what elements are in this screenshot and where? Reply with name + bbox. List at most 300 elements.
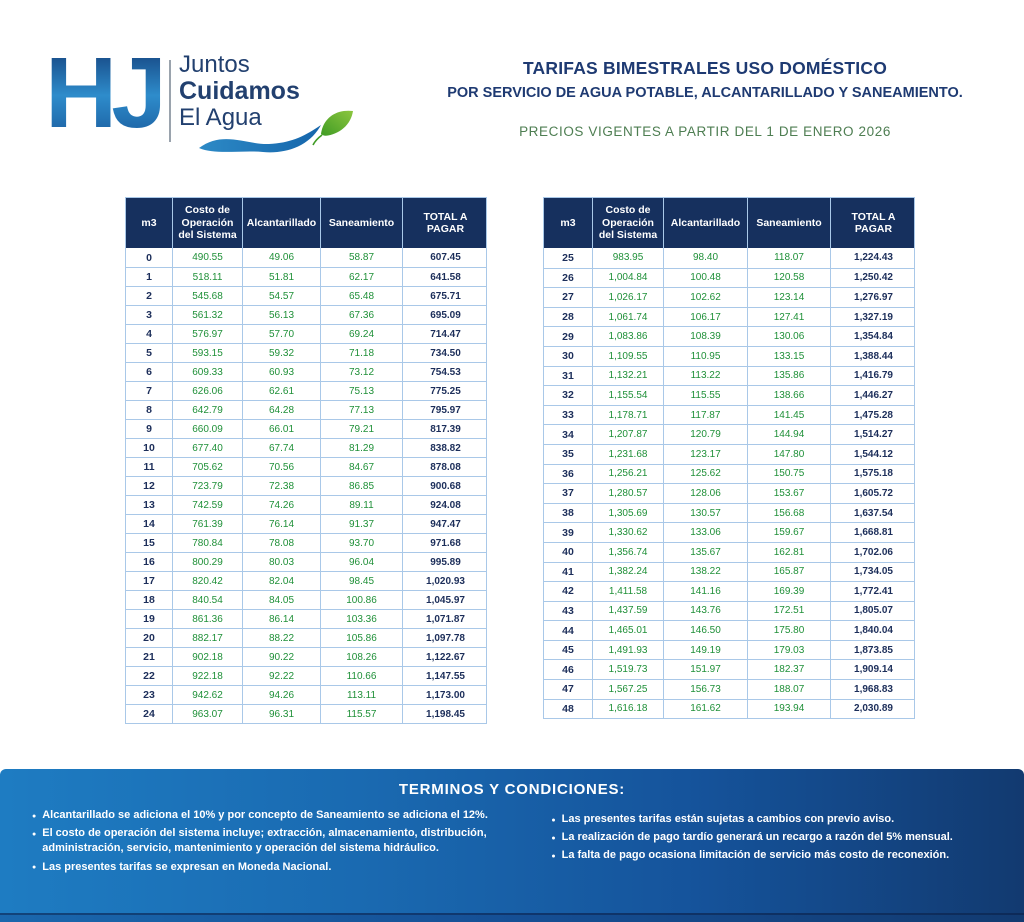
- total-cell: 734.50: [430, 347, 461, 359]
- value-cell: 141.45: [748, 406, 831, 425]
- value-cell: 161.62: [664, 700, 748, 719]
- value-cell: 1,207.87: [593, 425, 664, 444]
- value-cell: 761.39: [173, 515, 243, 533]
- m3-cell: 17: [126, 572, 173, 590]
- m3-cell: 27: [544, 288, 593, 307]
- value-cell: 62.17: [321, 268, 403, 286]
- value-cell: 59.32: [243, 344, 321, 362]
- m3-cell: 5: [126, 344, 173, 362]
- value-cell: 88.22: [243, 629, 321, 647]
- col-header-m3: m3: [544, 198, 593, 248]
- table-row: [544, 503, 914, 523]
- total-cell: 641.58: [430, 271, 461, 283]
- table-row: [126, 590, 486, 609]
- total-cell: 1,071.87: [426, 613, 465, 625]
- value-cell: 1,132.21: [593, 367, 664, 386]
- value-cell: 942.62: [173, 686, 243, 704]
- value-cell: 79.21: [321, 420, 403, 438]
- bullet-text: Alcantarillado se adiciona el 10% y por concepto de Saneamiento se adiciona el 12%.: [42, 809, 488, 821]
- value-cell: 71.18: [321, 344, 403, 362]
- value-cell: 65.48: [321, 287, 403, 305]
- value-cell: 626.06: [173, 382, 243, 400]
- table-row: [126, 666, 486, 685]
- value-cell: 117.87: [664, 406, 748, 425]
- total-cell: 714.47: [430, 328, 461, 340]
- value-cell: 162.81: [748, 543, 831, 562]
- terms-bullet: [551, 830, 1002, 845]
- table-row: [126, 286, 486, 305]
- value-cell: 120.58: [748, 269, 831, 288]
- value-cell: 1,231.68: [593, 445, 664, 464]
- value-cell: 165.87: [748, 563, 831, 582]
- total-cell: 1,446.27: [854, 389, 893, 401]
- total-cell: 995.89: [430, 556, 461, 568]
- value-cell: 1,305.69: [593, 504, 664, 523]
- value-cell: 159.67: [748, 523, 831, 542]
- total-cell: 1,734.05: [854, 566, 893, 578]
- m3-cell: 30: [544, 347, 593, 366]
- logo-tagline-line2: Cuidamos: [179, 76, 300, 105]
- total-cell: 924.08: [430, 499, 461, 511]
- total-cell: 1,147.55: [426, 670, 465, 682]
- table-row: [126, 704, 486, 723]
- value-cell: 705.62: [173, 458, 243, 476]
- table-row: [126, 495, 486, 514]
- m3-cell: 48: [544, 700, 593, 719]
- logo-divider: [169, 60, 171, 142]
- table-row: [544, 483, 914, 503]
- total-cell: 1,250.42: [854, 272, 893, 284]
- value-cell: 94.26: [243, 686, 321, 704]
- table-row: [544, 522, 914, 542]
- tariff-table-0-24: [125, 197, 487, 724]
- value-cell: 84.05: [243, 591, 321, 609]
- m3-cell: 16: [126, 553, 173, 571]
- total-cell: 1,805.07: [854, 605, 893, 617]
- page-title: TARIFAS BIMESTRALES USO DOMÉSTICO: [522, 58, 888, 78]
- total-cell: 1,416.79: [854, 370, 893, 382]
- total-cell: 878.08: [430, 461, 461, 473]
- col-header-alcantarillado: Alcantarillado: [664, 198, 748, 248]
- total-cell: 775.25: [430, 385, 461, 397]
- m3-cell: 42: [544, 582, 593, 601]
- value-cell: 123.17: [664, 445, 748, 464]
- value-cell: 135.86: [748, 367, 831, 386]
- m3-cell: 19: [126, 610, 173, 628]
- total-cell: 1,198.45: [426, 708, 465, 720]
- terms-bullet: [551, 848, 1002, 863]
- value-cell: 115.55: [664, 386, 748, 405]
- table-row: [126, 457, 486, 476]
- value-cell: 64.28: [243, 401, 321, 419]
- value-cell: 141.16: [664, 582, 748, 601]
- value-cell: 593.15: [173, 344, 243, 362]
- table-row: [544, 326, 914, 346]
- value-cell: 882.17: [173, 629, 243, 647]
- total-cell: 675.71: [430, 290, 461, 302]
- m3-cell: 4: [126, 325, 173, 343]
- m3-cell: 24: [126, 705, 173, 723]
- table-row: [126, 248, 486, 267]
- value-cell: 146.50: [664, 621, 748, 640]
- col-header-total: TOTAL A PAGAR: [423, 210, 468, 235]
- table-row: [544, 601, 914, 621]
- m3-cell: 34: [544, 425, 593, 444]
- value-cell: 182.37: [748, 660, 831, 679]
- value-cell: 147.80: [748, 445, 831, 464]
- m3-cell: 7: [126, 382, 173, 400]
- m3-cell: 38: [544, 504, 593, 523]
- value-cell: 133.06: [664, 523, 748, 542]
- table-row: [126, 571, 486, 590]
- water-wave-leaf-icon: [195, 108, 380, 160]
- table-row: [126, 438, 486, 457]
- logo-monogram: HJ: [45, 37, 161, 149]
- value-cell: 820.42: [173, 572, 243, 590]
- value-cell: 1,411.58: [593, 582, 664, 601]
- table-row: [544, 581, 914, 601]
- value-cell: 723.79: [173, 477, 243, 495]
- value-cell: 113.22: [664, 367, 748, 386]
- total-cell: 695.09: [430, 309, 461, 321]
- m3-cell: 20: [126, 629, 173, 647]
- table-row: [544, 424, 914, 444]
- total-cell: 1,097.78: [426, 632, 465, 644]
- value-cell: 1,178.71: [593, 406, 664, 425]
- total-cell: 1,276.97: [854, 291, 893, 303]
- m3-cell: 43: [544, 602, 593, 621]
- logo-tagline-line1: Juntos: [179, 51, 250, 78]
- table-row: [544, 620, 914, 640]
- table-row: [544, 385, 914, 405]
- value-cell: 70.56: [243, 458, 321, 476]
- bullet-text: Las presentes tarifas se expresan en Moneda Nacional.: [42, 860, 332, 873]
- value-cell: 742.59: [173, 496, 243, 514]
- m3-cell: 45: [544, 641, 593, 660]
- logo-tagline-line3: El Agua: [179, 103, 262, 131]
- table-row: [126, 400, 486, 419]
- value-cell: 1,382.24: [593, 563, 664, 582]
- value-cell: 1,280.57: [593, 484, 664, 503]
- value-cell: 89.11: [321, 496, 403, 514]
- value-cell: 125.62: [664, 465, 748, 484]
- value-cell: 677.40: [173, 439, 243, 457]
- table-row: [126, 552, 486, 571]
- bullet-text: La falta de pago ocasiona limitación de servicio más costo de reconexión.: [561, 849, 950, 862]
- m3-cell: 40: [544, 543, 593, 562]
- table-row: [544, 444, 914, 464]
- m3-cell: 32: [544, 386, 593, 405]
- value-cell: 1,083.86: [593, 327, 664, 346]
- total-cell: 1,544.12: [854, 448, 893, 460]
- total-cell: 1,668.81: [854, 527, 893, 539]
- terms-bullet: [32, 808, 521, 823]
- value-cell: 545.68: [173, 287, 243, 305]
- col-header-costo-operacion: Costo de Operación del Sistema: [173, 198, 243, 248]
- value-cell: 642.79: [173, 401, 243, 419]
- m3-cell: 22: [126, 667, 173, 685]
- value-cell: 67.74: [243, 439, 321, 457]
- bullet-text: La realización de pago tardío generará un recargo a razón del 5% mensual.: [561, 831, 953, 844]
- total-cell: 1,475.28: [854, 409, 893, 421]
- header-titles: [398, 58, 1012, 139]
- value-cell: 518.11: [173, 268, 243, 286]
- value-cell: 80.03: [243, 553, 321, 571]
- value-cell: 120.79: [664, 425, 748, 444]
- total-cell: 1,224.43: [854, 252, 893, 264]
- table-header: [126, 198, 486, 248]
- value-cell: 108.39: [664, 327, 748, 346]
- col-header-total: TOTAL A PAGAR: [851, 210, 896, 235]
- m3-cell: 0: [126, 248, 173, 267]
- value-cell: 82.04: [243, 572, 321, 590]
- value-cell: 1,061.74: [593, 308, 664, 327]
- value-cell: 1,155.54: [593, 386, 664, 405]
- table-row: [544, 268, 914, 288]
- value-cell: 1,616.18: [593, 700, 664, 719]
- value-cell: 77.13: [321, 401, 403, 419]
- value-cell: 143.76: [664, 602, 748, 621]
- value-cell: 1,004.84: [593, 269, 664, 288]
- terms-bullet: [32, 860, 521, 875]
- table-row: [544, 640, 914, 660]
- value-cell: 1,465.01: [593, 621, 664, 640]
- value-cell: 62.61: [243, 382, 321, 400]
- value-cell: 138.66: [748, 386, 831, 405]
- value-cell: 128.06: [664, 484, 748, 503]
- value-cell: 60.93: [243, 363, 321, 381]
- value-cell: 169.39: [748, 582, 831, 601]
- value-cell: 922.18: [173, 667, 243, 685]
- bullet-icon: ●: [551, 852, 556, 860]
- value-cell: 840.54: [173, 591, 243, 609]
- table-row: [126, 685, 486, 704]
- m3-cell: 31: [544, 367, 593, 386]
- total-cell: 1,354.84: [854, 331, 893, 343]
- m3-cell: 13: [126, 496, 173, 514]
- value-cell: 1,256.21: [593, 465, 664, 484]
- table-row: [544, 679, 914, 699]
- total-cell: 754.53: [430, 366, 461, 378]
- value-cell: 1,567.25: [593, 680, 664, 699]
- total-cell: 1,045.97: [426, 594, 465, 606]
- value-cell: 1,356.74: [593, 543, 664, 562]
- total-cell: 1,173.00: [426, 689, 465, 701]
- table-body: [126, 248, 486, 723]
- value-cell: 118.07: [748, 248, 831, 268]
- value-cell: 780.84: [173, 534, 243, 552]
- value-cell: 91.37: [321, 515, 403, 533]
- bullet-text: Las presentes tarifas están sujetas a cambios con previo aviso.: [561, 813, 895, 825]
- m3-cell: 39: [544, 523, 593, 542]
- m3-cell: 3: [126, 306, 173, 324]
- total-cell: 1,637.54: [854, 507, 893, 519]
- value-cell: 51.81: [243, 268, 321, 286]
- validity-note: PRECIOS VIGENTES A PARTIR DEL 1 DE ENERO 2026: [519, 124, 891, 139]
- m3-cell: 28: [544, 308, 593, 327]
- total-cell: 2,030.89: [854, 703, 893, 715]
- value-cell: 1,491.93: [593, 641, 664, 660]
- value-cell: 144.94: [748, 425, 831, 444]
- value-cell: 963.07: [173, 705, 243, 723]
- table-row: [544, 346, 914, 366]
- terms-columns: [32, 808, 1002, 878]
- value-cell: 100.48: [664, 269, 748, 288]
- value-cell: 66.01: [243, 420, 321, 438]
- value-cell: 84.67: [321, 458, 403, 476]
- value-cell: 576.97: [173, 325, 243, 343]
- m3-cell: 26: [544, 269, 593, 288]
- table-row: [126, 362, 486, 381]
- value-cell: 56.13: [243, 306, 321, 324]
- col-header-alcantarillado: Alcantarillado: [243, 198, 321, 248]
- value-cell: 149.19: [664, 641, 748, 660]
- m3-cell: 10: [126, 439, 173, 457]
- table-row: [126, 476, 486, 495]
- value-cell: 67.36: [321, 306, 403, 324]
- value-cell: 58.87: [321, 248, 403, 267]
- table-header: [544, 198, 914, 248]
- table-row: [126, 628, 486, 647]
- value-cell: 103.36: [321, 610, 403, 628]
- value-cell: 193.94: [748, 700, 831, 719]
- value-cell: 175.80: [748, 621, 831, 640]
- value-cell: 123.14: [748, 288, 831, 307]
- terms-title: TERMINOS Y CONDICIONES:: [398, 781, 626, 798]
- value-cell: 69.24: [321, 325, 403, 343]
- m3-cell: 46: [544, 660, 593, 679]
- value-cell: 76.14: [243, 515, 321, 533]
- m3-cell: 35: [544, 445, 593, 464]
- m3-cell: 11: [126, 458, 173, 476]
- value-cell: 138.22: [664, 563, 748, 582]
- m3-cell: 37: [544, 484, 593, 503]
- m3-cell: 18: [126, 591, 173, 609]
- terms-left-column: [32, 808, 521, 878]
- bullet-icon: ●: [32, 830, 37, 838]
- terms-bullet: [551, 812, 1002, 827]
- m3-cell: 9: [126, 420, 173, 438]
- bullet-icon: ●: [551, 834, 556, 842]
- table-row: [126, 419, 486, 438]
- value-cell: 902.18: [173, 648, 243, 666]
- table-row: [126, 305, 486, 324]
- tariff-table-25-48: [543, 197, 915, 719]
- value-cell: 609.33: [173, 363, 243, 381]
- table-row: [126, 381, 486, 400]
- m3-cell: 25: [544, 248, 593, 268]
- value-cell: 135.67: [664, 543, 748, 562]
- table-row: [126, 647, 486, 666]
- value-cell: 115.57: [321, 705, 403, 723]
- table-row: [544, 287, 914, 307]
- value-cell: 110.66: [321, 667, 403, 685]
- value-cell: 127.41: [748, 308, 831, 327]
- total-cell: 838.82: [430, 442, 461, 454]
- total-cell: 1,327.19: [854, 311, 893, 323]
- value-cell: 57.70: [243, 325, 321, 343]
- value-cell: 156.68: [748, 504, 831, 523]
- value-cell: 96.31: [243, 705, 321, 723]
- m3-cell: 44: [544, 621, 593, 640]
- m3-cell: 8: [126, 401, 173, 419]
- value-cell: 106.17: [664, 308, 748, 327]
- value-cell: 102.62: [664, 288, 748, 307]
- total-cell: 817.39: [430, 423, 461, 435]
- total-cell: 1,020.93: [426, 575, 465, 587]
- table-row: [544, 699, 914, 719]
- value-cell: 110.95: [664, 347, 748, 366]
- value-cell: 72.38: [243, 477, 321, 495]
- value-cell: 81.29: [321, 439, 403, 457]
- total-cell: 1,575.18: [854, 468, 893, 480]
- value-cell: 660.09: [173, 420, 243, 438]
- total-cell: 971.68: [430, 537, 461, 549]
- m3-cell: 21: [126, 648, 173, 666]
- value-cell: 861.36: [173, 610, 243, 628]
- value-cell: 100.86: [321, 591, 403, 609]
- value-cell: 130.06: [748, 327, 831, 346]
- total-cell: 900.68: [430, 480, 461, 492]
- total-cell: 1,388.44: [854, 350, 893, 362]
- table-row: [544, 248, 914, 268]
- value-cell: 54.57: [243, 287, 321, 305]
- value-cell: 179.03: [748, 641, 831, 660]
- m3-cell: 29: [544, 327, 593, 346]
- table-row: [126, 324, 486, 343]
- bullet-icon: ●: [32, 864, 37, 872]
- value-cell: 74.26: [243, 496, 321, 514]
- value-cell: 98.40: [664, 248, 748, 268]
- total-cell: 1,122.67: [426, 651, 465, 663]
- terms-right-column: [551, 808, 1002, 878]
- value-cell: 92.22: [243, 667, 321, 685]
- value-cell: 108.26: [321, 648, 403, 666]
- bullet-icon: ●: [551, 816, 556, 824]
- value-cell: 105.86: [321, 629, 403, 647]
- col-header-saneamiento: Saneamiento: [321, 198, 403, 248]
- table-row: [544, 366, 914, 386]
- table-row: [544, 307, 914, 327]
- table-row: [126, 514, 486, 533]
- total-cell: 1,772.41: [854, 585, 893, 597]
- value-cell: 800.29: [173, 553, 243, 571]
- value-cell: 49.06: [243, 248, 321, 267]
- terms-bullet: [32, 826, 521, 856]
- table-row: [544, 464, 914, 484]
- table-row: [126, 343, 486, 362]
- m3-cell: 1: [126, 268, 173, 286]
- total-cell: 795.97: [430, 404, 461, 416]
- table-row: [126, 533, 486, 552]
- value-cell: 172.51: [748, 602, 831, 621]
- m3-cell: 15: [126, 534, 173, 552]
- m3-cell: 36: [544, 465, 593, 484]
- total-cell: 1,702.06: [854, 546, 893, 558]
- m3-cell: 23: [126, 686, 173, 704]
- value-cell: 150.75: [748, 465, 831, 484]
- bullet-text: El costo de operación del sistema incluye; extracción, almacenamiento, distribución, administración, servicio, mantenimiento y operación del sistema hidráulico.: [42, 827, 487, 855]
- bullet-icon: ●: [32, 812, 37, 820]
- total-cell: 1,909.14: [854, 664, 893, 676]
- value-cell: 188.07: [748, 680, 831, 699]
- value-cell: 73.12: [321, 363, 403, 381]
- table-row: [544, 542, 914, 562]
- m3-cell: 14: [126, 515, 173, 533]
- m3-cell: 2: [126, 287, 173, 305]
- total-cell: 1,514.27: [854, 429, 893, 441]
- value-cell: 75.13: [321, 382, 403, 400]
